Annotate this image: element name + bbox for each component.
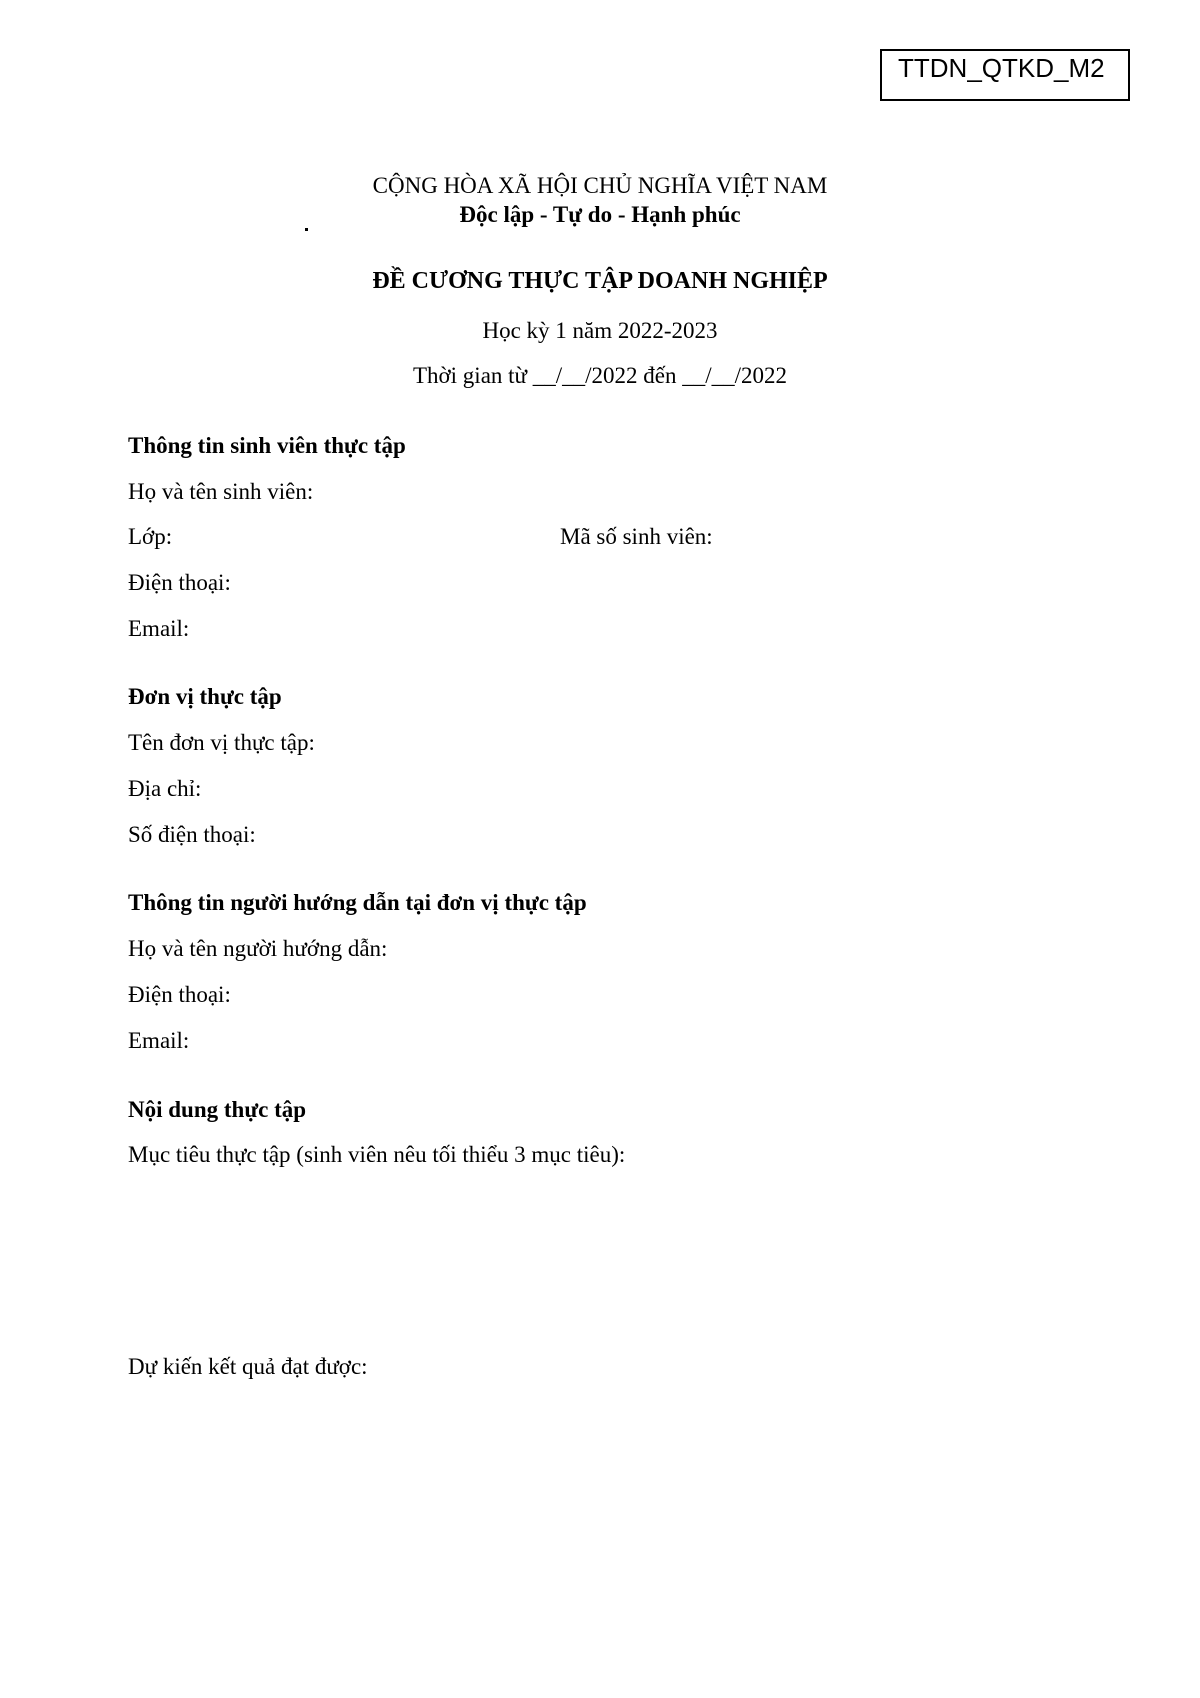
internship-content-heading: Nội dung thực tập	[128, 1097, 307, 1122]
student-email-label: Email:	[128, 616, 190, 641]
national-motto: Độc lập - Tự do - Hạnh phúc	[459, 202, 741, 227]
student-id-label: Mã số sinh viên:	[560, 524, 713, 549]
mentor-email-label: Email:	[128, 1028, 190, 1053]
unit-name-label: Tên đơn vị thực tập:	[128, 730, 315, 755]
student-phone-label: Điện thoại:	[128, 570, 231, 595]
document-title: ĐỀ CƯƠNG THỰC TẬP DOANH NGHIỆP	[372, 268, 828, 294]
semester-line: Học kỳ 1 năm 2022-2023	[482, 318, 718, 343]
objectives-label: Mục tiêu thực tập (sinh viên nêu tối thiểu 3 mục tiêu):	[128, 1142, 626, 1167]
student-name-label: Họ và tên sinh viên:	[128, 479, 314, 504]
student-class-label: Lớp:	[128, 524, 173, 549]
internship-unit-heading: Đơn vị thực tập	[128, 684, 282, 709]
country-name: CỘNG HÒA XÃ HỘI CHỦ NGHĨA VIỆT NAM	[372, 173, 828, 198]
mentor-info-heading: Thông tin người hướng dẫn tại đơn vị thực tập	[128, 890, 587, 915]
stray-dot	[305, 228, 308, 231]
mentor-phone-label: Điện thoại:	[128, 982, 231, 1007]
unit-address-label: Địa chỉ:	[128, 776, 202, 801]
expected-results-label: Dự kiến kết quả đạt được:	[128, 1354, 368, 1379]
student-info-heading: Thông tin sinh viên thực tập	[128, 433, 406, 458]
unit-phone-label: Số điện thoại:	[128, 822, 256, 847]
period-line: Thời gian từ __/__/2022 đến __/__/2022	[412, 363, 788, 388]
mentor-name-label: Họ và tên người hướng dẫn:	[128, 936, 388, 961]
document-code-box: TTDN_QTKD_M2	[880, 49, 1130, 101]
